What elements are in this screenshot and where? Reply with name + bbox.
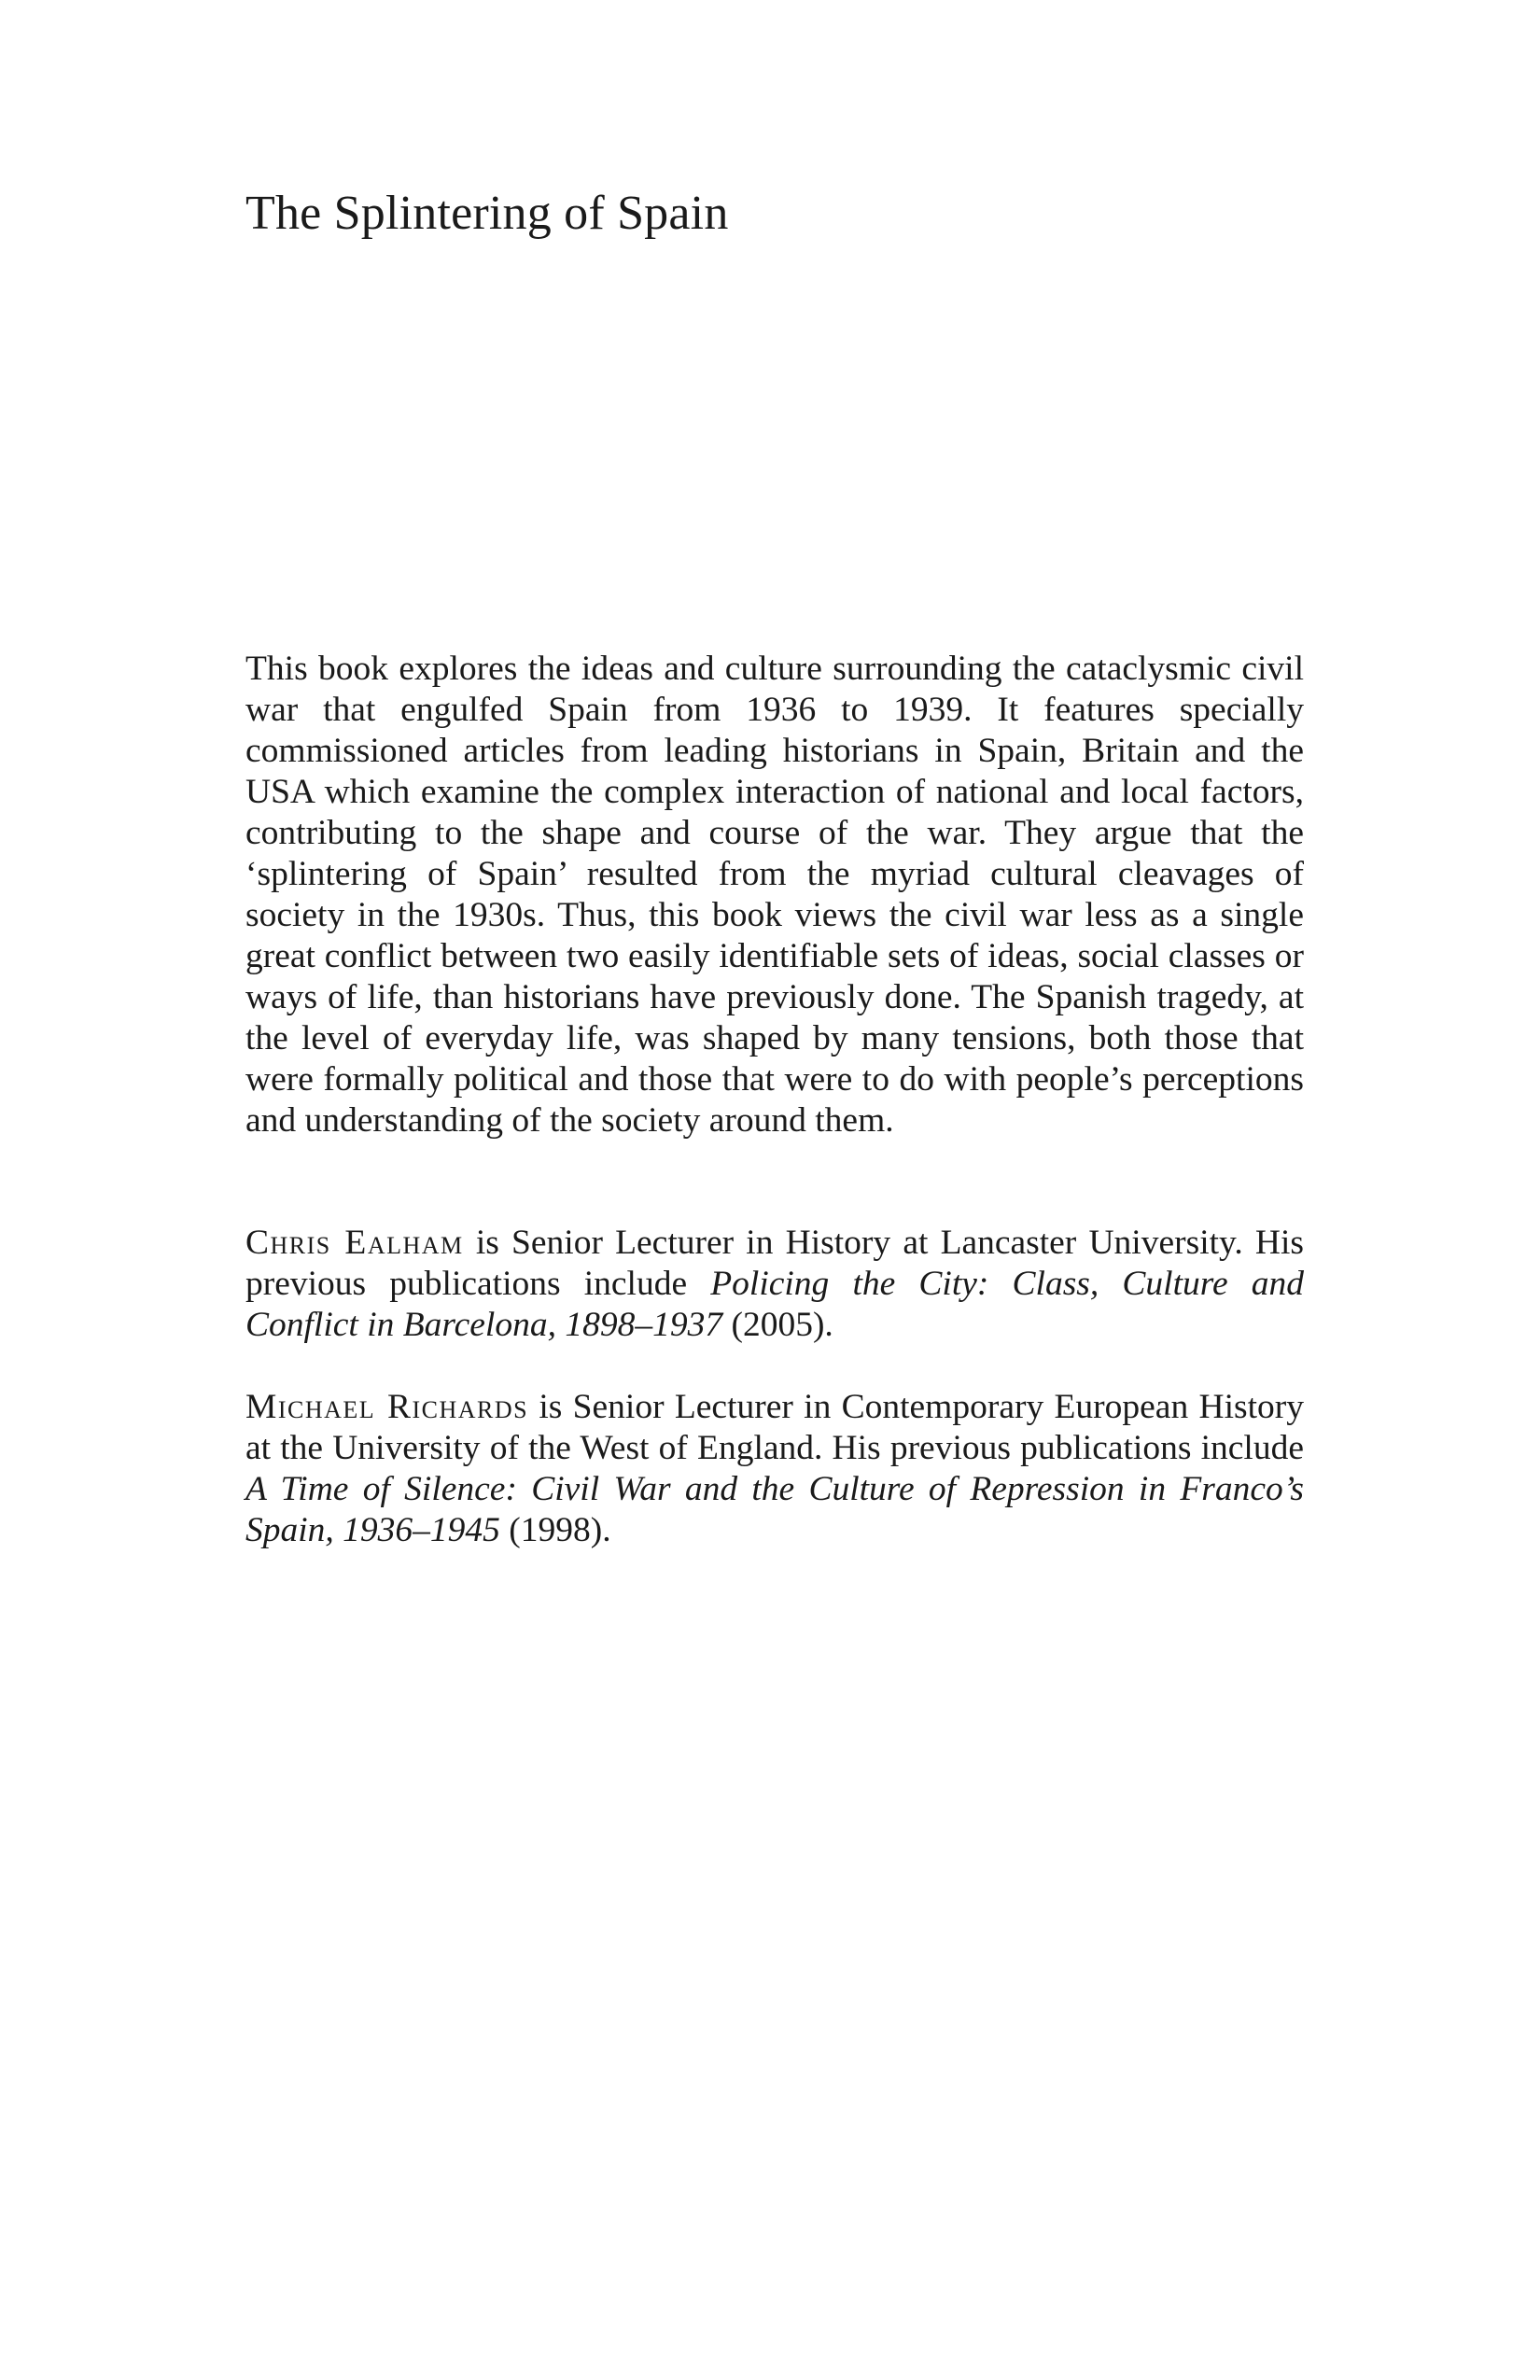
book-title: The Splintering of Spain [245,187,729,240]
previous-work-title: Policing the City: Class, Culture and Conflict in Barcelona, 1898–1937 [245,1265,1304,1344]
previous-work-title: A Time of Silence: Civil War and the Culture of Repression in Franco’s Spain, 1936–1945 [245,1470,1304,1549]
previous-work-year: (1998). [499,1511,611,1549]
author-bio-richards [245,1387,1304,1551]
author-bio-text: is Senior Lecturer in History at Lancaster University. His previous publications include [245,1224,1305,1303]
author-bio-ealham [245,1223,1304,1346]
previous-work-year: (2005). [722,1306,833,1344]
author-name: Michael Richards [245,1388,529,1426]
book-description: This book explores the ideas and culture surrounding the cataclysmic civil war that engulfed Spain from 1936 to 1939. It features specially commissioned articles from leading historians in Spain, Britain and the USA which examine the complex interaction of national and local factors, contributing to the shape and course of the war. They argue that the ‘splintering of Spain’ resulted from the myriad cultural cleavages of society in the 1930s. Thus, this book views the civil war less as a single great conflict between two easily identifiable sets of ideas, social classes or ways of life, than historians have previously done. The Spanish tragedy, at the level of everyday life, was shaped by many tensions, both those that were formally political and those that were to do with people’s perceptions and understanding of the society around them. [245,650,1304,1140]
author-bio-text: is Senior Lecturer in Contemporary European History at the University of the West of England. His previous publications include [245,1388,1304,1467]
author-name: Chris Ealham [245,1224,464,1262]
